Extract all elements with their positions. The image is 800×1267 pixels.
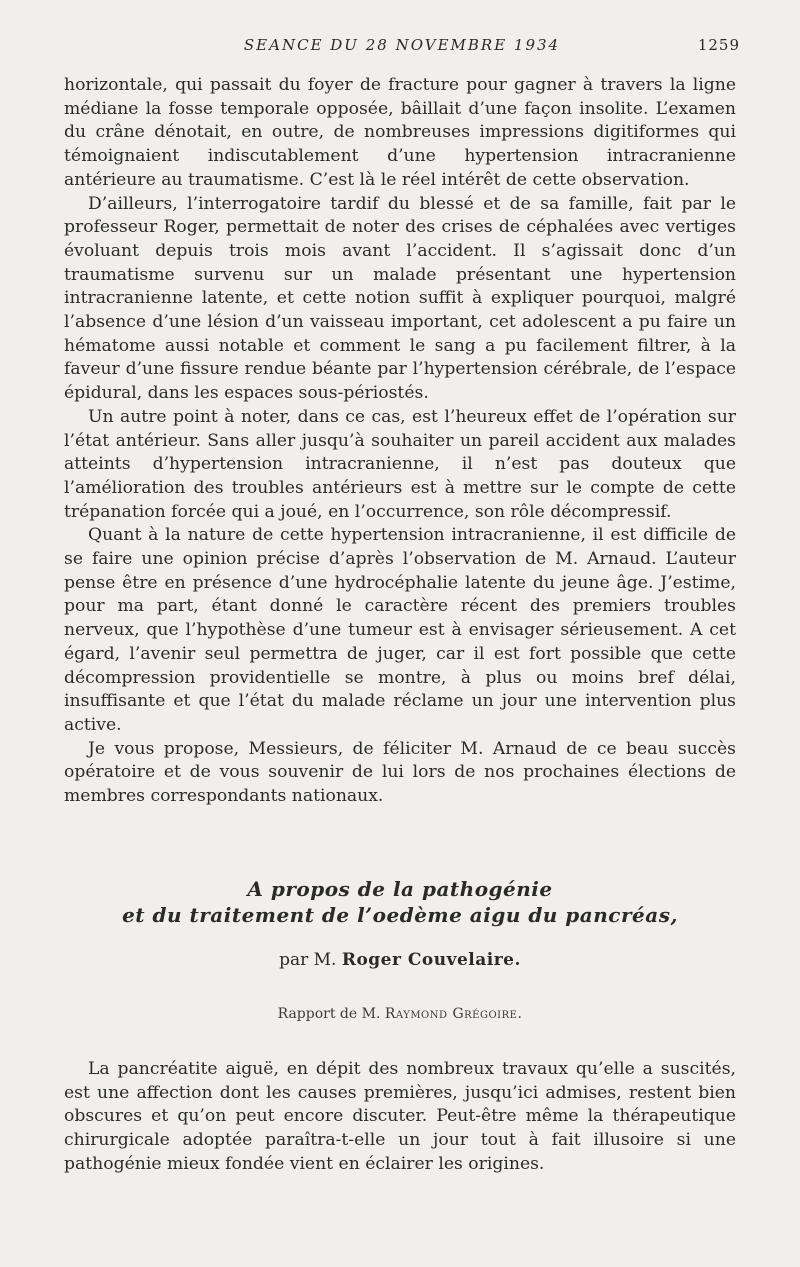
paragraph: Je vous propose, Messieurs, de féliciter M. Arnaud de ce beau succès opératoire et de vous souvenir de lui lors de nos prochaines élections de membres correspondants nationaux. <box>64 738 736 807</box>
page-number: 1259 <box>697 36 740 54</box>
author-name: Roger Couvelaire. <box>341 950 521 970</box>
running-title: SEANCE DU 28 NOVEMBRE 1934 <box>243 36 561 54</box>
article-author <box>64 950 736 970</box>
paragraph: horizontale, qui passait du foyer de fracture pour gagner à travers la ligne médiane la fosse temporale opposée, bâillait d’une façon insolite. L’examen du crâne dénotait, en outre, de nombreuses impressions digitiformes qui témoignaient indiscutablement d’une hypertension intracranienne antérieure au traumatisme. C’est là le réel intérêt de cette observation. <box>64 75 736 190</box>
article-body <box>64 1058 736 1177</box>
paragraph: Quant à la nature de cette hypertension intracranienne, il est difficile de se faire une opinion précise d’après l’observation de M. Arnaud. L’auteur pense être en présence d’une hydrocéphalie latente du jeune âge. J’estime, pour ma part, étant donné le caractère récent des premiers troubles nerveux, que l’hypothèse d’une tumeur est à envisager sérieusement. A cet égard, l’avenir seul permettra de juger, car il est fort possible que cette décompression providentielle se montre, à plus ou moins bref délai, insuffisante et que l’état du malade réclame un jour une intervention plus active. <box>64 525 736 735</box>
running-header <box>64 36 740 54</box>
rapport-name: Raymond Grégoire. <box>384 1006 523 1022</box>
article-title-line: et du traitement de l’oedème aigu du pancréas, <box>122 903 678 927</box>
rapport-line <box>64 1006 736 1022</box>
paragraph: La pancréatite aiguë, en dépit des nombreux travaux qu’elle a suscités, est une affection dont les causes premières, jusqu’ici admises, restent bien obscures et qu’on peut encore discuter. Peut-être même la thérapeutique chirurgicale adoptée paraîtra-t-elle un jour tout à fait illusoire si une pathogénie mieux fondée vient en éclairer les origines. <box>64 1059 736 1174</box>
paragraph: Un autre point à noter, dans ce cas, est l’heureux effet de l’opération sur l’état antérieur. Sans aller jusqu’à souhaiter un pareil accident aux malades atteints d’hypertension intracranienne, il n’est pas douteux que l’amélioration des troubles antérieurs est à mettre sur le compte de cette trépanation forcée qui a joué, en l’occurrence, son rôle décompressif. <box>64 406 736 522</box>
author-prefix: par M. <box>279 950 337 970</box>
article-title <box>64 876 736 928</box>
article-title-line: A propos de la pathogénie <box>247 877 553 901</box>
rapport-prefix: Rapport de M. <box>277 1006 381 1022</box>
report-body <box>64 74 736 809</box>
paragraph: D’ailleurs, l’interrogatoire tardif du blessé et de sa famille, fait par le professeur Roger, permettait de noter des crises de céphalées avec vertiges évoluant depuis trois mois avant l’accident. Il s’agissait donc d’un traumatisme survenu sur un malade présentant une hypertension intracranienne latente, et cette notion suffit à expliquer pourquoi, malgré l’absence d’une lésion d’un vaisseau important, cet adolescent a pu faire un hématome aussi notable et comment le sang a pu facilement filtrer, à la faveur d’une fissure rendue béante par l’hypertension cérébrale, de l’espace épidural, dans les espaces sous-périostés. <box>64 193 736 404</box>
